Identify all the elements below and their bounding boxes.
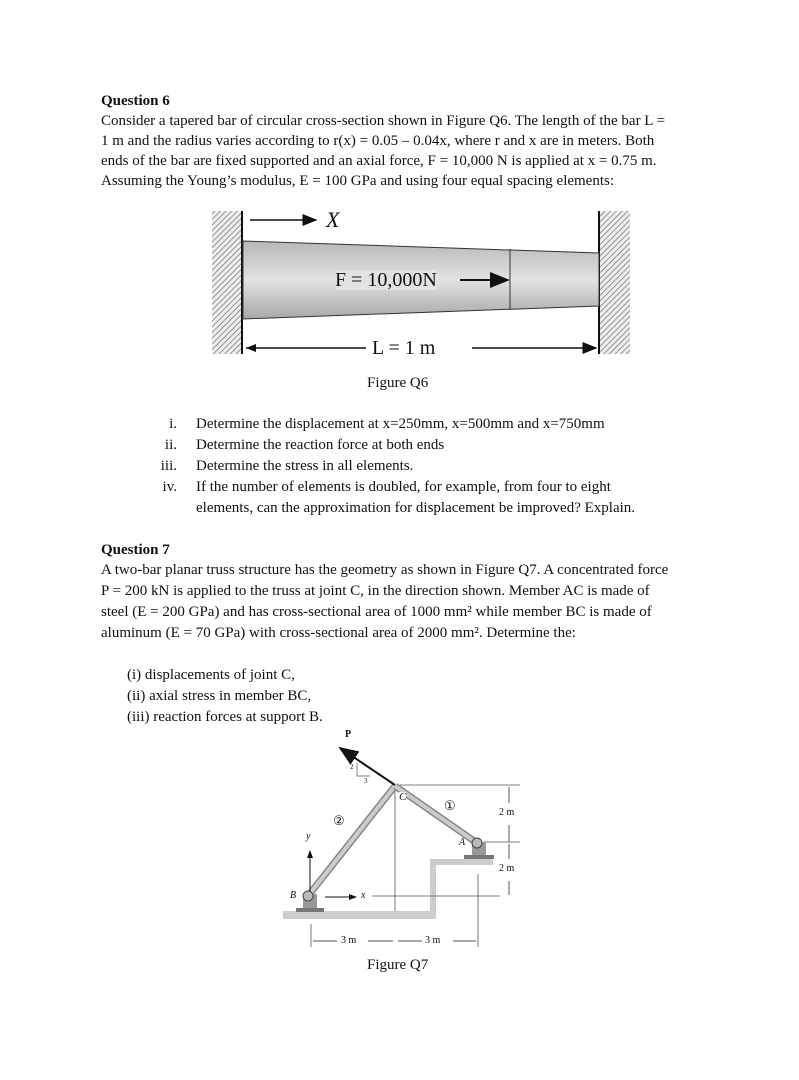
item-text: If the number of elements is doubled, for example, from four to eight bbox=[196, 479, 611, 495]
q7-line-2: P = 200 kN is applied to the truss at joint C, in the direction shown. Member AC is made of bbox=[101, 583, 650, 599]
q6-line-1: Consider a tapered bar of circular cross-section shown in Figure Q6. The length of the bar L = bbox=[101, 113, 666, 129]
q7-line-4: aluminum (E = 70 GPa) with cross-sectional area of 2000 mm². Determine the: bbox=[101, 625, 576, 641]
member-2-label: ② bbox=[333, 813, 345, 828]
q6-item-list bbox=[101, 414, 701, 519]
list-item bbox=[101, 477, 701, 498]
left-wall bbox=[212, 211, 242, 354]
q7-item-list bbox=[101, 665, 701, 728]
question-6-title: Question 6 bbox=[101, 93, 170, 109]
q6-line-4: Assuming the Young’s modulus, E = 100 GPa and using four equal spacing elements: bbox=[101, 173, 615, 189]
q6-line-2: 1 m and the radius varies according to r(x) = 0.05 – 0.04x, where r and x are in meters. Both bbox=[101, 133, 655, 149]
figure-q7 bbox=[101, 728, 701, 978]
figure-q7-caption: Figure Q7 bbox=[367, 957, 429, 973]
question-7 bbox=[101, 540, 701, 978]
item-text: Determine the displacement at x=250mm, x=500mm and x=750mm bbox=[196, 416, 605, 432]
x-axis-label: x bbox=[361, 890, 366, 901]
item-text: elements, can the approximation for displacement be improved? Explain. bbox=[196, 500, 636, 516]
figure-q6-drawing bbox=[101, 201, 701, 396]
q7-line-3: steel (E = 200 GPa) and has cross-sectional area of 1000 mm² while member BC is made of bbox=[101, 604, 652, 620]
item-number: iv. bbox=[162, 479, 177, 495]
figure-q6 bbox=[101, 201, 701, 396]
figure-q6-caption: Figure Q6 bbox=[367, 375, 429, 391]
q7-item-2: (ii) axial stress in member BC, bbox=[127, 688, 312, 704]
dim-vertical-1: 2 m bbox=[499, 807, 515, 818]
y-axis-label: y bbox=[306, 831, 311, 842]
list-item bbox=[101, 435, 701, 456]
slope-rise: 2 bbox=[350, 763, 354, 771]
item-number: i. bbox=[169, 416, 177, 432]
item-number: ii. bbox=[164, 437, 177, 453]
member-1-label: ① bbox=[444, 798, 456, 813]
q6-line-3: ends of the bar are fixed supported and an axial force, F = 10,000 N is applied at x = 0.75 m. bbox=[101, 153, 657, 169]
length-label: L = 1 m bbox=[372, 337, 436, 359]
list-item bbox=[101, 456, 701, 477]
force-label: F = 10,000N bbox=[335, 269, 437, 291]
joint-b-label: B bbox=[290, 890, 297, 901]
item-text: Determine the reaction force at both ends bbox=[196, 437, 445, 453]
list-item bbox=[101, 414, 701, 435]
right-wall bbox=[599, 211, 630, 354]
dim-horizontal-1: 3 m bbox=[341, 935, 357, 946]
list-item bbox=[101, 498, 701, 519]
slope-run: 3 bbox=[364, 777, 368, 785]
dim-vertical-2: 2 m bbox=[499, 863, 515, 874]
item-number: iii. bbox=[160, 458, 177, 474]
item-text: Determine the stress in all elements. bbox=[196, 458, 414, 474]
joint-c-label: C bbox=[399, 791, 407, 803]
q7-item-1: (i) displacements of joint C, bbox=[127, 667, 295, 683]
item-number bbox=[135, 498, 177, 519]
joint-a-label: A bbox=[459, 837, 466, 848]
dim-horizontal-2: 3 m bbox=[425, 935, 441, 946]
figure-q7-drawing bbox=[101, 728, 701, 978]
force-p-label: P bbox=[345, 729, 352, 740]
question-6 bbox=[101, 91, 701, 519]
q7-line-1: A two-bar planar truss structure has the geometry as shown in Figure Q7. A concentrated force bbox=[101, 562, 669, 578]
x-axis-label: X bbox=[326, 207, 340, 232]
question-7-title: Question 7 bbox=[101, 542, 170, 558]
q7-item-3: (iii) reaction forces at support B. bbox=[127, 709, 323, 725]
